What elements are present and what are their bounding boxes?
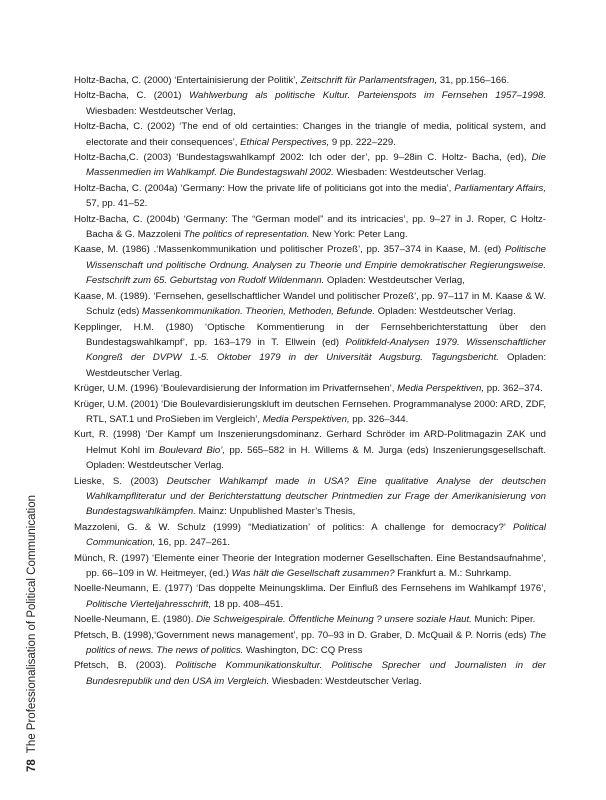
reference-entry	[74, 474, 546, 520]
reference-entry	[74, 612, 546, 627]
reference-text: Wiesbaden: Westdeutscher Verlag.	[269, 675, 422, 687]
reference-title: Politikfeld-Analysen 1979. Wissenschaftlicher Kongreß der DVPW 1.-5. Oktober 1979 in der Universität Augsburg. Tagungsbericht.	[86, 336, 546, 364]
reference-text: Holtz-Bacha, C. (2004a) ‘Germany: How the private life of politicians got into the media’,	[74, 182, 455, 194]
reference-text: Krüger, U.M. (2001) ‘Die Boulevardisierungskluft im deutschen Fernsehen. Programmanalyse 2000: ARD, ZDF, RTL, SAT.1 und ProSieben im Vergleich’,	[74, 398, 546, 425]
reference-text: Holtz-Bacha, C. (2002) ‘The end of old certainties: Changes in the triangle of media, political system, and electorate and their consequences’,	[74, 121, 546, 148]
reference-title: Deutscher Wahlkampf made in USA? Eine qualitative Analyse der deutschen Wahlkampfliteratur und der Berichterstattung deutscher Printmedien zur Frage der Amerikanisierung von Bundestagswahlkämpfen.	[86, 475, 546, 518]
reference-text: 57, pp. 41–52.	[86, 198, 148, 210]
reference-title: Wahlwerbung als politische Kultur. Parteienspots im Fernsehen 1957–1998.	[189, 90, 546, 102]
reference-list	[74, 73, 546, 689]
reference-title: Politische Kommunikationskultur. Politische Sprecher und Journalisten in der Bundesrepublik und den USA im Vergleich.	[86, 660, 546, 687]
reference-entry	[74, 551, 546, 582]
reference-text: Holtz-Bacha, C. (2001)	[74, 90, 190, 102]
reference-entry	[74, 242, 546, 288]
reference-entry	[74, 520, 546, 551]
reference-text: Pfetsch, B. (1998),‘Government news management’, pp. 70–93 in D. Graber, D. McQuail & P. Norris (eds)	[74, 629, 530, 641]
reference-text: Kepplinger, H.M. (1980) ‘Optische Kommentierung in der Fernsehberichterstattung über den Bundestagswahlkampf’, pp. 163–179 in T. Ellwein (ed)	[74, 321, 546, 348]
reference-text: Mainz: Unpublished Master’s Thesis,	[195, 506, 356, 518]
reference-title: Boulevard Bio’,	[158, 444, 226, 456]
page-number: 78	[26, 759, 38, 772]
reference-entry	[74, 88, 546, 119]
reference-text: pp. 326–344.	[349, 413, 409, 425]
reference-text: Frankfurt a. M.: Suhrkamp.	[394, 568, 512, 579]
reference-text: Opladen: Westdeutscher Verlag.	[375, 306, 516, 318]
reference-text: 9 pp. 222–229.	[329, 136, 396, 148]
reference-text: Holtz-Bacha, C. (2000) ‘Entertainisierung der Politik’,	[74, 75, 301, 86]
reference-text: Wiesbaden: Westdeutscher Verlag,	[86, 105, 236, 117]
reference-text: 18 pp. 408–451.	[211, 598, 284, 610]
reference-title: The politics of news. The news of politics.	[86, 629, 546, 657]
reference-title: Zeitschrift für Parlamentsfragen,	[300, 75, 438, 86]
reference-text: Mazzoleni, G. & W. Schulz (1999) “Mediatization’ of politics: A challenge for democracy?’	[74, 521, 513, 533]
reference-title: Massenkommunikation. Theorien, Methoden, Befunde.	[141, 306, 376, 318]
reference-title: Politische Wissenschaft und politische Ordnung. Analysen zu Theorie und Empirie demokratischer Regierungsweise. Festschrift zum 65. Geburtstag von Rudolf Wildenmann.	[86, 244, 546, 287]
reference-text: Krüger, U.M. (1996) ‘Boulevardisierung der Information im Privatfernsehen’,	[74, 383, 398, 395]
reference-entry	[74, 119, 546, 150]
running-title: The Professionalisation of Political Communication	[26, 494, 38, 754]
reference-entry	[74, 73, 546, 88]
reference-title: Media Perspektiven,	[397, 383, 485, 395]
reference-text: Munich: Piper.	[471, 614, 536, 626]
reference-title: The politics of representation.	[183, 229, 310, 241]
reference-title: Die Massenmedien im Wahlkampf. Die Bundestagswahl 2002.	[86, 152, 546, 179]
reference-entry	[74, 628, 546, 659]
reference-text: Kaase, M. (1986) .‘Massenkommunikation und politischer Prozeß’, pp. 357–374 in Kaase, M. (ed)	[74, 244, 505, 256]
reference-text: Pfetsch, B. (2003).	[74, 660, 176, 672]
reference-text: Noelle-Neumann, E. (1977) ‘Das doppelte Meinungsklima. Der Einfluß des Fernsehens im Wahlkampf 1976’,	[74, 583, 546, 595]
reference-entry	[74, 150, 546, 181]
reference-text: Washington, DC: CQ Press	[243, 645, 363, 657]
reference-text: Holtz-Bacha,C. (2003) ‘Bundestagswahlkampf 2002: Ich oder der’, pp. 9–28in C. Holtz- Bacha, (ed),	[74, 152, 532, 164]
reference-text: Noelle-Neumann, E. (1980).	[74, 614, 197, 626]
reference-entry	[74, 427, 546, 473]
reference-entry	[74, 212, 546, 243]
reference-entry	[74, 658, 546, 689]
reference-text: Kaase, M. (1989). ‘Fernsehen, gesellschaftlicher Wandel und politischer Prozeß’, pp. 97–117 in M. Kaase & W. Schulz (eds)	[74, 290, 546, 318]
reference-text: Lieske, S. (2003)	[74, 475, 167, 487]
reference-text: Opladen: Westdeutscher Verlag.	[86, 352, 546, 379]
reference-text: Wiesbaden: Westdeutscher Verlag.	[333, 167, 487, 179]
reference-title: Politische Vierteljahresschrift,	[86, 598, 212, 610]
reference-text: Münch, R. (1997) ‘Elemente einer Theorie der Integration moderner Gesellschaften. Eine Bestandsaufnahme’, pp. 66–109 in W. Heitmeyer, (ed.)	[74, 552, 546, 579]
reference-text: 31, pp.156–166.	[437, 75, 510, 86]
reference-text: Opladen: Westdeutscher Verlag,	[324, 275, 465, 287]
reference-title: Was hält die Gesellschaft zusammen?	[231, 568, 395, 579]
reference-title: Political Communication,	[86, 521, 546, 549]
reference-text: 16, pp. 247–261.	[155, 537, 231, 549]
reference-text: Holtz-Bacha, C. (2004b) ‘Germany: The “German model” and its intricacies’, pp. 9–27 in J. Roper, C Holtz-Bacha & G. Mazzoleni	[74, 213, 546, 241]
reference-text: pp. 565–582 in H. Willems & M. Jurga (eds) Inszenierungsgesellschaft. Opladen: Westdeutscher Verlag.	[86, 444, 546, 472]
reference-entry	[74, 289, 546, 320]
reference-entry	[74, 381, 546, 396]
running-head	[26, 495, 38, 772]
reference-entry	[74, 320, 546, 382]
reference-text: New York: Peter Lang.	[309, 229, 408, 241]
reference-title: Media Perspektiven,	[262, 413, 350, 425]
reference-text: Kurt, R. (1998) ‘Der Kampf um Inszenierungsdominanz. Gerhard Schröder im ARD-Politmagazin ZAK und Helmut Kohl im	[74, 429, 546, 456]
reference-title: Parliamentary Affairs,	[454, 182, 546, 194]
reference-text: pp. 362–374.	[484, 383, 543, 395]
reference-entry	[74, 181, 546, 212]
reference-title: Die Schweigespirale. Öffentliche Meinung ? unsere soziale Haut.	[196, 614, 472, 626]
reference-title: Ethical Perspectives,	[240, 136, 330, 148]
reference-entry	[74, 581, 546, 612]
reference-entry	[74, 397, 546, 428]
